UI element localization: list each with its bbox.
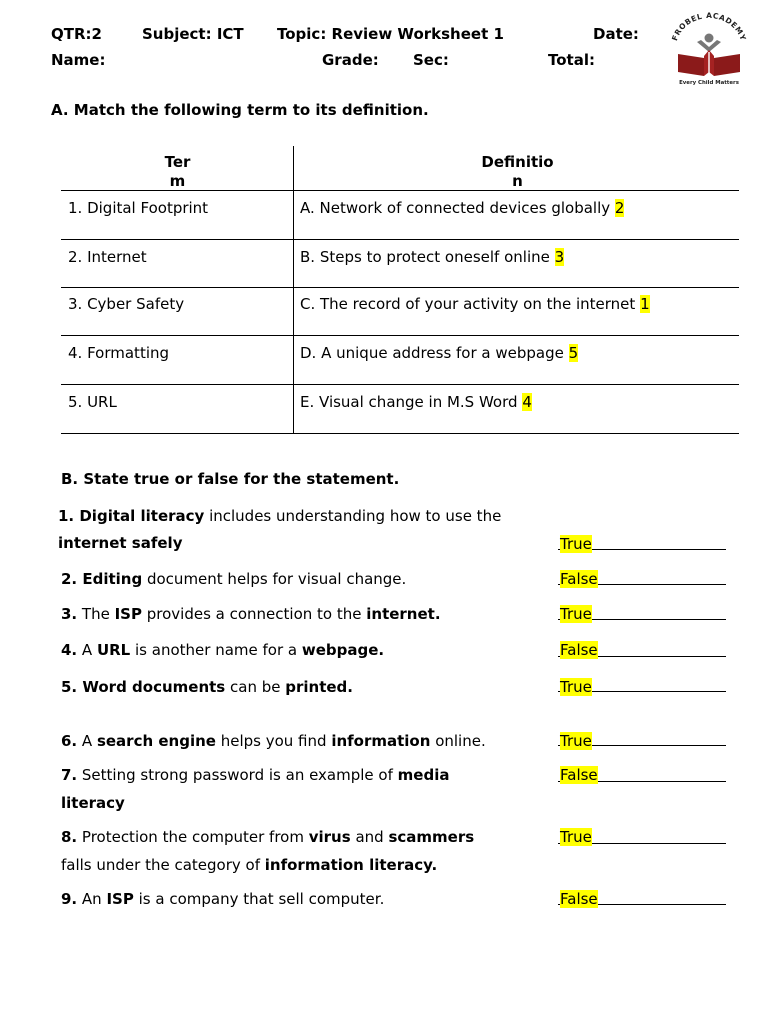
table-rule bbox=[61, 287, 739, 288]
term-cell: 2. Internet bbox=[68, 248, 147, 266]
school-logo bbox=[668, 12, 750, 88]
match-answer: 3 bbox=[554, 248, 565, 266]
total-label: Total: bbox=[548, 51, 595, 69]
term-cell: 5. URL bbox=[68, 393, 117, 411]
section-b-title: B. State true or false for the statement. bbox=[61, 470, 400, 488]
definition-cell: B. Steps to protect oneself online 3 bbox=[300, 248, 565, 266]
answer-value: True bbox=[560, 535, 592, 553]
section-a-title: A. Match the following term to its definition. bbox=[51, 101, 429, 119]
qtr-label: QTR:2 bbox=[51, 25, 102, 43]
answer-value: True bbox=[560, 605, 592, 623]
statement-text-continued: falls under the category of information literacy. bbox=[61, 856, 438, 874]
answer-value: True bbox=[560, 828, 592, 846]
statement-number: 9. bbox=[61, 890, 78, 908]
term-cell: 3. Cyber Safety bbox=[68, 295, 185, 313]
match-answer: 4 bbox=[522, 393, 532, 411]
statement-text-continued: internet safely bbox=[58, 534, 183, 552]
col-header-definition: Definitio n bbox=[481, 153, 554, 190]
name-label: Name: bbox=[51, 51, 106, 69]
answer-value: True bbox=[560, 678, 592, 696]
definition-cell: C. The record of your activity on the internet 1 bbox=[300, 295, 650, 313]
definition-cell: E. Visual change in M.S Word 4 bbox=[300, 393, 532, 411]
statement-number: 2. bbox=[61, 570, 83, 588]
table-rule bbox=[61, 239, 739, 240]
statement-text: 3. The ISP provides a connection to the internet. bbox=[61, 605, 441, 623]
statement-number: 7. bbox=[61, 766, 78, 784]
statement-number: 6. bbox=[61, 732, 78, 750]
answer-value: False bbox=[560, 890, 598, 908]
statement-text: 1. Digital literacy includes understanding how to use the bbox=[58, 507, 502, 525]
term-cell: 4. Formatting bbox=[68, 344, 170, 362]
answer-value: False bbox=[560, 766, 598, 784]
logo-arc-text: FROBEL ACADEMY bbox=[670, 12, 748, 42]
statement-number: 5. bbox=[61, 678, 83, 696]
term-cell: 1. Digital Footprint bbox=[68, 199, 209, 217]
date-label: Date: bbox=[593, 25, 639, 43]
statement-number: 4. bbox=[61, 641, 78, 659]
match-answer: 5 bbox=[568, 344, 579, 362]
answer-value: False bbox=[560, 641, 598, 659]
grade-label: Grade: bbox=[322, 51, 379, 69]
answer-value: False bbox=[560, 570, 598, 588]
col-header-term: Ter m bbox=[164, 153, 191, 190]
statement-text-continued: literacy bbox=[61, 794, 125, 812]
statement-number: 8. bbox=[61, 828, 78, 846]
topic-label: Topic: Review Worksheet 1 bbox=[277, 25, 504, 43]
table-rule bbox=[61, 384, 739, 385]
statement-text: 4. A URL is another name for a webpage. bbox=[61, 641, 385, 659]
statement-text: 7. Setting strong password is an example of media bbox=[61, 766, 450, 784]
answer-value: True bbox=[560, 732, 592, 750]
table-rule bbox=[61, 190, 739, 191]
statement-text: 8. Protection the computer from virus and scammers bbox=[61, 828, 475, 846]
statement-number: 3. bbox=[61, 605, 78, 623]
table-rule bbox=[61, 335, 739, 336]
statement-number: 1. bbox=[58, 507, 80, 525]
match-answer: 1 bbox=[640, 295, 650, 313]
statement-text: 2. Editing document helps for visual change. bbox=[61, 570, 407, 588]
sec-label: Sec: bbox=[413, 51, 449, 69]
definition-cell: D. A unique address for a webpage 5 bbox=[300, 344, 579, 362]
subject-label: Subject: ICT bbox=[142, 25, 244, 43]
match-answer: 2 bbox=[614, 199, 625, 217]
logo-tagline: Every Child Matters bbox=[679, 80, 739, 86]
statement-text: 6. A search engine helps you find information online. bbox=[61, 732, 486, 750]
definition-cell: A. Network of connected devices globally 2 bbox=[300, 199, 625, 217]
table-rule bbox=[61, 433, 739, 434]
statement-text: 5. Word documents can be printed. bbox=[61, 678, 353, 696]
statement-text: 9. An ISP is a company that sell computer. bbox=[61, 890, 385, 908]
